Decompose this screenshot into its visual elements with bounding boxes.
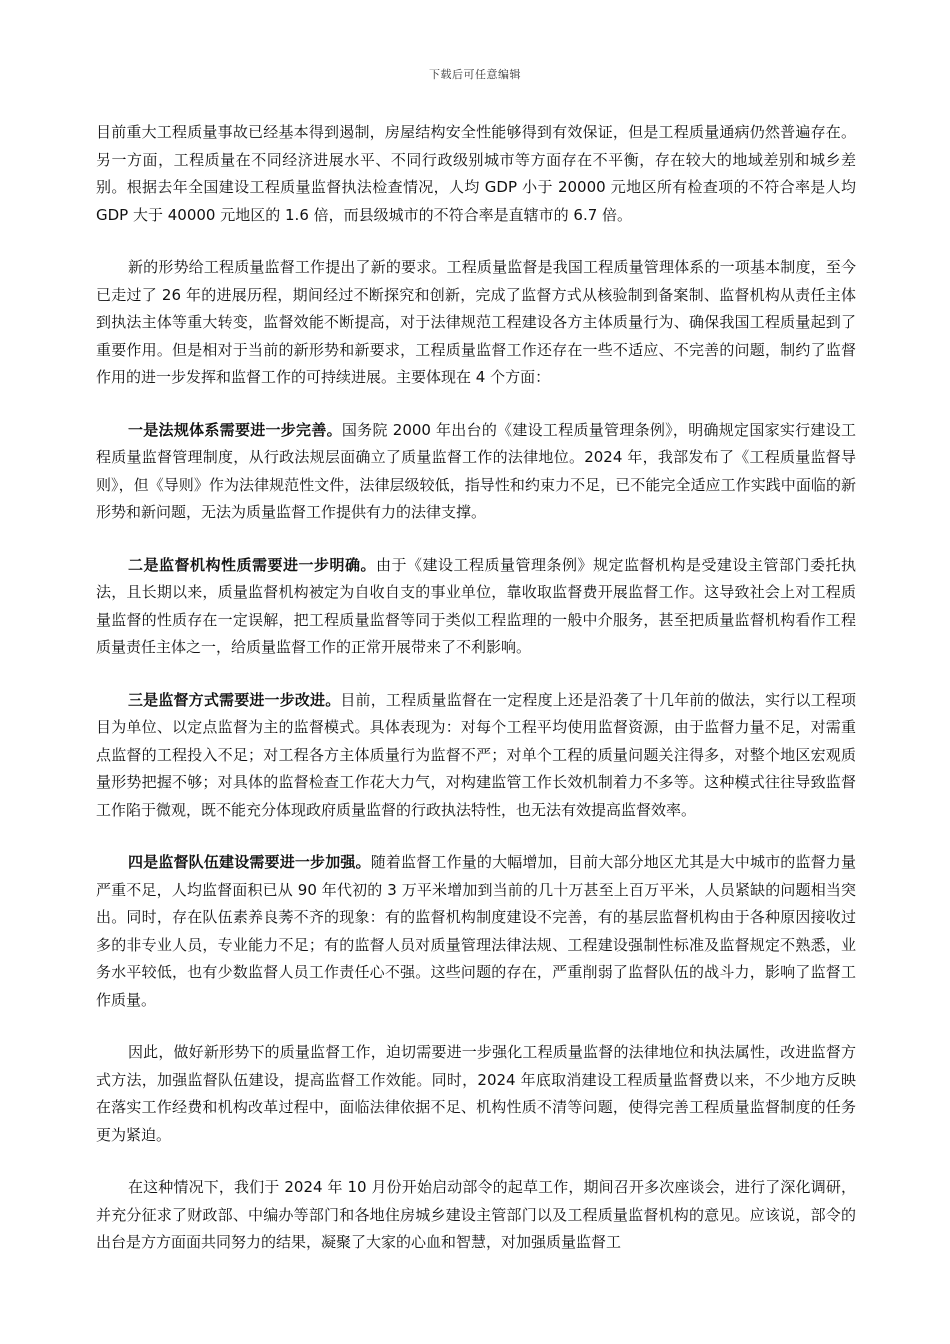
paragraph-lead: 三是监督方式需要进一步改进。: [128, 690, 341, 709]
paragraph-2: [96, 254, 856, 392]
paragraph-4: [96, 552, 856, 662]
paragraph-3: [96, 417, 856, 527]
paragraph-text: 在这种情况下，我们于 2024 年 10 月份开始启动部令的起草工作，期间召开多次座谈会，进行了深化调研，并充分征求了财政部、中编办等部门和各地住房城乡建设主管部门以及工程质量监督机构的意见。应该说，部令的出台是方方面面共同努力的结果，凝聚了大家的心血和智慧，对加强质量监督工: [96, 1178, 856, 1251]
paragraph-text: 由于《建设工程质量管理条例》规定监督机构是受建设主管部门委托执法，且长期以来，质量监督机构被定为自收自支的事业单位，靠收取监督费开展监督工作。这导致社会上对工程质量监督的性质存在一定误解，把工程质量监督等同于类似工程监理的一般中介服务，甚至把质量监督机构看作工程质量责任主体之一，给质量监督工作的正常开展带来了不利影响。: [96, 555, 856, 656]
paragraph-7: [96, 1039, 856, 1149]
paragraph-text: 国务院 2000 年出台的《建设工程质量管理条例》，明确规定国家实行建设工程质量监督管理制度，从行政法规层面确立了质量监督工作的法律地位。2024 年，我部发布了《工程质量监督导则》，但《导则》作为法律规范性文件，法律层级较低，指导性和约束力不足，已不能完全适应工作实践中面临的新形势和新问题，无法为质量监督工作提供有力的法律支撑。: [96, 420, 856, 521]
paragraph-8: [96, 1174, 856, 1257]
paragraph-5: [96, 687, 856, 825]
paragraph-text: 随着监督工作量的大幅增加，目前大部分地区尤其是大中城市的监督力量严重不足，人均监督面积已从 90 年代初的 3 万平米增加到当前的几十万甚至上百万平米，人员紧缺的问题相当突出。同时，存在队伍素养良莠不齐的现象：有的监督机构制度建设不完善，有的基层监督机构由于各种原因接收过多的非专业人员，专业能力不足；有的监督人员对质量管理法律法规、工程建设强制性标准及监督规定不熟悉，业务水平较低，也有少数监督人员工作责任心不强。这些问题的存在，严重削弱了监督队伍的战斗力，影响了监督工作质量。: [96, 853, 856, 1009]
page-header: 下载后可任意编辑: [429, 68, 521, 81]
paragraph-text: 新的形势给工程质量监督工作提出了新的要求。工程质量监督是我国工程质量管理体系的一项基本制度，至今已走过了 26 年的进展历程，期间经过不断探究和创新，完成了监督方式从核验制到备案制、监督机构从责任主体到执法主体等重大转变，监督效能不断提高，对于法律规范工程建设各方主体质量行为、确保我国工程质量起到了重要作用。但是相对于当前的新形势和新要求，工程质量监督工作还存在一些不适应、不完善的问题，制约了监督作用的进一步发挥和监督工作的可持续进展。主要体现在 4 个方面：: [96, 258, 856, 386]
document-body: [96, 119, 856, 1282]
paragraph-1: [96, 119, 856, 229]
paragraph-text: 目前，工程质量监督在一定程度上还是沿袭了十几年前的做法，实行以工程项目为单位、以定点监督为主的监督模式。具体表现为：对每个工程平均使用监督资源，由于监督力量不足，对需重点监督的工程投入不足；对工程各方主体质量行为监督不严；对单个工程的质量问题关注得多，对整个地区宏观质量形势把握不够；对具体的监督检查工作花大力气，对构建监管工作长效机制着力不多等。这种模式往往导致监督工作陷于微观，既不能充分体现政府质量监督的行政执法特性，也无法有效提高监督效率。: [96, 690, 856, 819]
paragraph-text: 因此，做好新形势下的质量监督工作，迫切需要进一步强化工程质量监督的法律地位和执法属性，改进监督方式方法，加强监督队伍建设，提高监督工作效能。同时，2024 年底取消建设工程质量监督费以来，不少地方反映在落实工作经费和机构改革过程中，面临法律依据不足、机构性质不清等问题，使得完善工程质量监督制度的任务更为紧迫。: [96, 1043, 856, 1144]
paragraph-lead: 二是监督机构性质需要进一步明确。: [128, 555, 376, 574]
paragraph-6: [96, 849, 856, 1014]
paragraph-lead: 四是监督队伍建设需要进一步加强。: [128, 853, 371, 871]
paragraph-lead: 一是法规体系需要进一步完善。: [128, 420, 342, 439]
paragraph-text: 目前重大工程质量事故已经基本得到遏制，房屋结构安全性能够得到有效保证，但是工程质量通病仍然普遍存在。另一方面，工程质量在不同经济进展水平、不同行政级别城市等方面存在不平衡，存在较大的地域差别和城乡差别。根据去年全国建设工程质量监督执法检查情况，人均 GDP 小于 20000 元地区所有检查项的不符合率是人均 GDP 大于 40000 元地区的 1.6 倍，而县级城市的不符合率是直辖市的 6.7 倍。: [96, 123, 856, 224]
